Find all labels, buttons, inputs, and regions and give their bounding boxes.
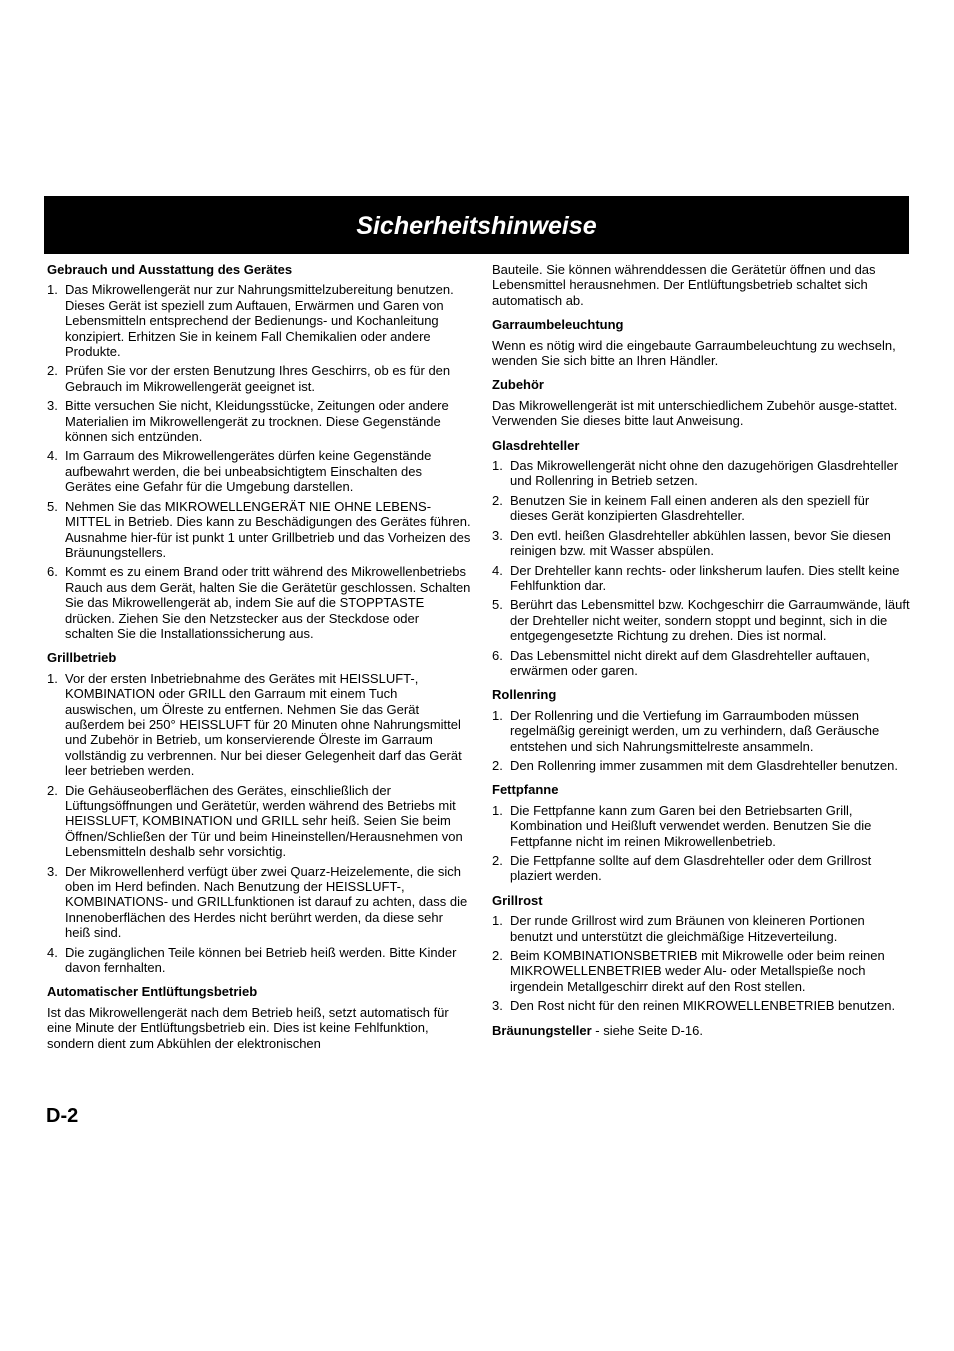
- section-heading: Garraumbeleuchtung: [492, 317, 624, 333]
- item-number: 6.: [47, 564, 58, 580]
- numbered-list: [492, 803, 910, 884]
- list-item: [492, 708, 910, 754]
- list-item: [47, 499, 471, 561]
- list-item: [492, 563, 910, 594]
- section-heading: Grillbetrieb: [47, 650, 117, 666]
- item-text: Die Fettpfanne kann zum Garen bei den Betriebsarten Grill, Kombination und Heißluft verwendet werden. Benutzen Sie die Fettpfanne nicht im reinen Mikrowellenbetrieb.: [510, 802, 872, 849]
- item-text: Das Mikrowellengerät nicht ohne den dazugehörigen Glasdrehteller und Rollenring in Betrieb setzen.: [510, 458, 899, 489]
- item-number: 1.: [47, 282, 58, 298]
- item-number: 3.: [492, 527, 503, 543]
- section-heading: Grillrost: [492, 892, 543, 908]
- item-number: 2.: [492, 492, 503, 508]
- item-text: Der runde Grillrost wird zum Bräunen von kleineren Portionen benutzt und unterstützt die gleichmäßige Hitzeverteilung.: [510, 913, 865, 944]
- item-text: Nehmen Sie das MIKROWELLENGERÄT NIE OHNE LEBENS-MITTEL in Betrieb. Dies kann zu Beschädigungen des Gerätes führen. Ausnahme hier-für ist punkt 1 unter Grillbetrieb und das Vorheizen des Bräunungstellers.: [65, 498, 471, 560]
- item-text: Benutzen Sie in keinem Fall einen anderen als den speziell für dieses Gerät konzipierten Glasdrehteller.: [510, 492, 870, 524]
- item-text: Berührt das Lebensmittel bzw. Kochgeschirr die Garraumwände, läuft der Drehteller nicht weiter, sondern stoppt und beginnt, sich in die entgegengesetzte Richtung zu drehen. Dies ist normal.: [510, 597, 910, 644]
- title-banner: [44, 196, 909, 254]
- footer-note: [492, 1023, 910, 1038]
- numbered-list: [47, 671, 471, 976]
- item-text: Beim KOMBINATIONSBETRIEB mit Mikrowelle oder beim reinen MIKROWELLENBETRIEB weder Alu- oder Metallspieße noch irgendein Metallgeschirr direkt auf den Rost stellen.: [510, 948, 885, 994]
- footer-text: - siehe Seite D-16.: [591, 1022, 703, 1038]
- numbered-list: [47, 282, 471, 641]
- item-text: Die Gehäuseoberflächen des Gerätes, einschließlich der Lüftungsöffnungen und Gerätetür, werden während des Betriebs mit HEISSLUFT, KOMBINATION und GRILL sehr heiß. Seien Sie beim Öffnen/Schließen der Tür und beim Hineinstellen/Herausnehmen von Lebensmitteln deshalb sehr vorsichtig.: [65, 782, 463, 860]
- item-number: 3.: [492, 998, 503, 1014]
- section-heading: Fettpfanne: [492, 782, 559, 798]
- list-item: [492, 948, 910, 994]
- item-number: 3.: [47, 398, 58, 414]
- item-number: 4.: [47, 448, 58, 464]
- item-text: Bitte versuchen Sie nicht, Kleidungsstücke, Zeitungen oder andere Materialien im Mikrowellengerät zu trocknen. Diese Gegenstände können sich entzünden.: [65, 398, 449, 445]
- item-text: Den Rost nicht für den reinen MIKROWELLENBETRIEB benutzen.: [510, 998, 896, 1014]
- list-item: [47, 448, 471, 494]
- paragraph: Das Mikrowellengerät ist mit unterschiedlichem Zubehör ausge-stattet. Verwenden Sie dieses bitte laut Anweisung.: [492, 397, 898, 429]
- item-number: 2.: [492, 853, 503, 868]
- item-number: 3.: [47, 863, 58, 879]
- list-item: [47, 282, 471, 359]
- item-text: Vor der ersten Inbetriebnahme des Gerätes mit HEISSLUFT-, KOMBINATION oder GRILL den Garraum mit einem Tuch auswischen, um Ölreste zu entfernen. Nehmen Sie das Gerät außerdem bei 250° HEISSLUFT für 20 Minuten ohne Nahrungsmittel und Zubehör in Betrieb, um konservierende Ölreste im Garraum vollständig zu verbrennen. Nur bei dieser Gelegenheit darf das Gerät leer betrieben werden.: [65, 670, 462, 779]
- list-item: [47, 945, 471, 976]
- list-item: [47, 564, 471, 641]
- item-text: Das Mikrowellengerät nur zur Nahrungsmittelzubereitung benutzen. Dieses Gerät ist speziell zum Auftauen, Erwärmen und Garen von Lebensmitteln entsprechend der Bedienungs- und Kochanleitung konzipiert. Erhitzen Sie in keinem Fall Chemikalien oder andere Produkte.: [65, 282, 454, 360]
- list-item: [47, 671, 471, 779]
- section-heading: Glasdrehteller: [492, 437, 580, 453]
- item-number: 2.: [492, 948, 503, 964]
- item-text: Den Rollenring immer zusammen mit dem Glasdrehteller benutzen.: [510, 757, 898, 773]
- footer-label: Bräunungsteller: [492, 1022, 592, 1038]
- section-heading: Zubehör: [492, 377, 544, 393]
- list-item: [492, 597, 910, 643]
- list-item: [492, 458, 910, 489]
- page-title: Sicherheitshinweise: [356, 212, 597, 240]
- item-number: 1.: [492, 707, 503, 723]
- list-item: [492, 758, 910, 773]
- item-number: 1.: [47, 670, 58, 686]
- item-number: 2.: [47, 782, 58, 798]
- page-number: D-2: [46, 1105, 79, 1127]
- section-heading: Automatischer Entlüftungsbetrieb: [47, 984, 258, 1000]
- list-item: [492, 648, 910, 679]
- list-item: [47, 363, 471, 394]
- item-text: Der Rollenring und die Vertiefung im Garraumboden müssen regelmäßig gereinigt werden, um zu verhindern, daß Geräusche entstehen und sich Nahrungsmittelreste ansammeln.: [510, 707, 880, 754]
- item-number: 1.: [492, 458, 503, 474]
- list-item: [47, 783, 471, 860]
- item-text: Den evtl. heißen Glasdrehteller abkühlen lassen, bevor Sie diesen reinigen bzw. mit Wasser abspülen.: [510, 527, 891, 559]
- list-item: [47, 398, 471, 444]
- section-heading: Rollenring: [492, 687, 557, 703]
- item-number: 5.: [492, 597, 503, 613]
- paragraph: Wenn es nötig wird die eingebaute Garraumbeleuchtung zu wechseln, wenden Sie sich bitte an Ihren Händler.: [492, 337, 896, 369]
- item-number: 4.: [492, 562, 503, 578]
- item-number: 1.: [492, 913, 503, 929]
- item-text: Die Fettpfanne sollte auf dem Glasdrehteller oder dem Grillrost plaziert werden.: [510, 853, 872, 884]
- item-text: Der Drehteller kann rechts- oder linksherum laufen. Dies stellt keine Fehlfunktion dar.: [510, 562, 900, 593]
- paragraph-continued: Bauteile. Sie können währenddessen die Gerätetür öffnen und das Lebensmittel herausnehmen. Der Entlüftungsbetrieb schaltet sich automatisch ab.: [492, 262, 876, 308]
- item-text: Die zugänglichen Teile können bei Betrieb heiß werden. Bitte Kinder davon fernhalten.: [65, 944, 457, 976]
- numbered-list: [492, 913, 910, 1013]
- item-number: 5.: [47, 498, 58, 514]
- item-number: 6.: [492, 647, 503, 663]
- item-text: Prüfen Sie vor der ersten Benutzung Ihres Geschirrs, ob es für den Gebrauch im Mikrowellengerät geeignet ist.: [65, 363, 451, 394]
- right-column: [492, 262, 910, 1047]
- item-number: 2.: [492, 757, 503, 773]
- list-item: [492, 803, 910, 849]
- numbered-list: [492, 458, 910, 678]
- list-item: [492, 913, 910, 944]
- list-item: [492, 528, 910, 559]
- list-item: [47, 864, 471, 941]
- item-text: Kommt es zu einem Brand oder tritt während des Mikrowellenbetriebs Rauch aus dem Gerät, halten Sie die Gerätetür geschlossen. Schalten Sie das Mikrowellengerät ab, indem Sie auf die STOPPTASTE drücken. Ziehen Sie den Netzstecker aus der Steckdose oder schalten Sie die Installationssicherung aus.: [65, 564, 471, 641]
- item-text: Im Garraum des Mikrowellengerätes dürfen keine Gegenstände aufbewahrt werden, die bei unbeabsichtigtem Einschalten des Gerätes eine Gefahr für die Umgebung darstellen.: [65, 448, 432, 495]
- section-heading: Gebrauch und Ausstattung des Gerätes: [47, 262, 293, 277]
- list-item: [492, 998, 910, 1013]
- list-item: [492, 493, 910, 524]
- left-column: [47, 262, 471, 1060]
- item-number: 2.: [47, 363, 58, 379]
- paragraph: Ist das Mikrowellengerät nach dem Betrieb heiß, setzt automatisch für eine Minute der Entlüftungsbetrieb ein. Dies ist keine Fehlfunktion, sondern dient zum Abkühlen der elektronischen: [47, 1004, 449, 1051]
- numbered-list: [492, 708, 910, 774]
- list-item: [492, 853, 910, 884]
- item-number: 1.: [492, 802, 503, 818]
- item-number: 4.: [47, 944, 58, 960]
- item-text: Der Mikrowellenherd verfügt über zwei Quarz-Heizelemente, die sich oben im Herd befinden. Nach Benutzung der HEISSLUFT-, KOMBINATIONS- und GRILLfunktionen ist darauf zu achten, dass die Innenoberflächen des Herdes nicht berührt werden, da diese sehr heiß sind.: [65, 863, 468, 941]
- item-text: Das Lebensmittel nicht direkt auf dem Glasdrehteller auftauen, erwärmen oder garen.: [510, 647, 870, 678]
